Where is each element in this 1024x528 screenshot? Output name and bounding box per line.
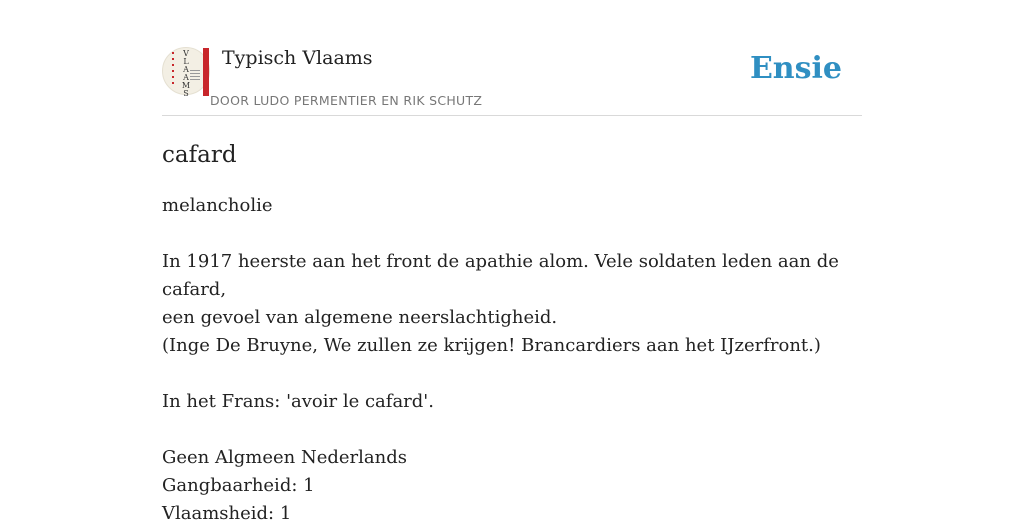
header — [162, 0, 862, 116]
entry-title: cafard — [162, 142, 237, 168]
avatar-cover-lettering: V L A A M S — [181, 49, 191, 98]
avatar-dots-decoration — [172, 52, 174, 88]
byline: DOOR LUDO PERMENTIER EN RIK SCHUTZ — [210, 93, 483, 108]
vlaamsheid-rating: Vlaamsheid: 1 — [162, 503, 292, 524]
spacer — [162, 360, 867, 388]
quote-line: In 1917 heerste aan het front de apathie alom. Vele soldaten leden aan de cafard, — [162, 251, 839, 300]
definition-text: melancholie — [162, 195, 273, 216]
spacer — [162, 220, 867, 248]
entry-content — [162, 192, 867, 528]
site-title[interactable]: Typisch Vlaams — [222, 47, 373, 69]
gangbaarheid-rating: Gangbaarheid: 1 — [162, 475, 315, 496]
avatar-text-lines-decoration — [190, 70, 200, 82]
avatar-red-band — [203, 48, 209, 96]
quote-line: een gevoel van algemene neerslachtigheid. — [162, 307, 558, 328]
ensie-logo-link[interactable]: Ensie — [749, 51, 842, 86]
spacer — [162, 416, 867, 444]
language-status: Geen Algmeen Nederlands — [162, 447, 407, 468]
french-note: In het Frans: 'avoir le cafard'. — [162, 391, 434, 412]
author-avatar[interactable] — [162, 47, 210, 98]
quote-source: (Inge De Bruyne, We zullen ze krijgen! Brancardiers aan het IJzerfront.) — [162, 335, 821, 356]
page-container — [162, 0, 862, 524]
